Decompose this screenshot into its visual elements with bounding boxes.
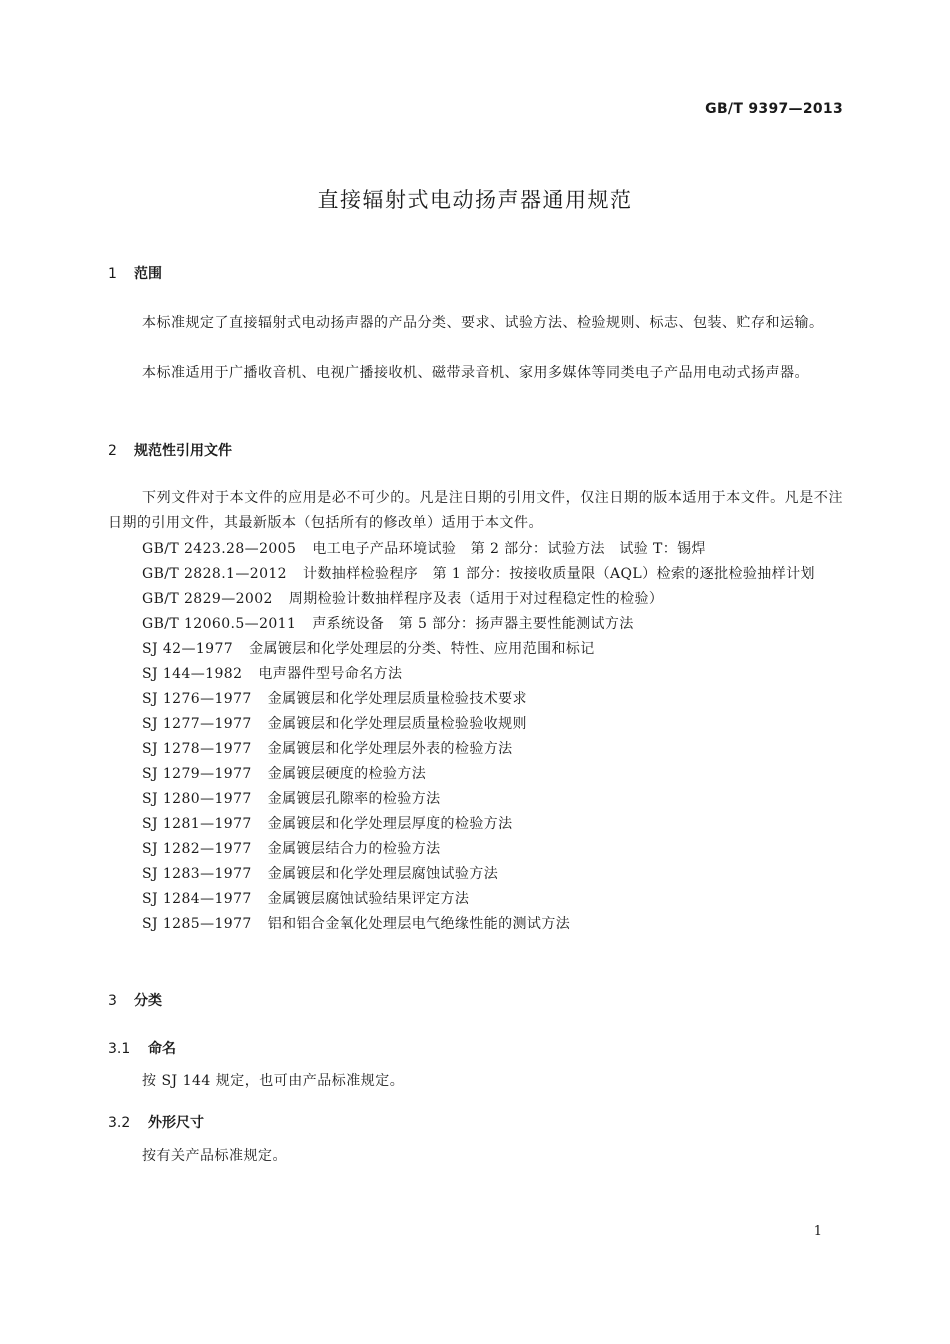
reference-title: 铝和铝合金氧化处理层电气绝缘性能的测试方法: [267, 916, 571, 932]
reference-code: SJ 1282—1977: [142, 841, 252, 857]
reference-item: [108, 537, 843, 562]
section-heading-scope: [108, 263, 162, 283]
reference-item: [108, 637, 843, 662]
reference-code: SJ 1285—1977: [142, 916, 252, 932]
reference-code: SJ 1281—1977: [142, 816, 252, 832]
references-intro: 下列文件对于本文件的应用是必不可少的。凡是注日期的引用文件，仅注日期的版本适用于本文件。凡是不注日期的引用文件，其最新版本（包括所有的修改单）适用于本文件。: [108, 490, 843, 531]
page-number: 1: [813, 1224, 822, 1239]
section-title: 分类: [134, 993, 162, 1009]
section-title: 规范性引用文件: [134, 443, 232, 459]
reference-code: SJ 1277—1977: [142, 716, 252, 732]
reference-title: 金属镀层结合力的检验方法: [267, 841, 441, 857]
section-heading-references: [108, 440, 232, 460]
reference-code: SJ 42—1977: [142, 641, 234, 657]
section-heading-classification: [108, 990, 162, 1010]
reference-title: 金属镀层和化学处理层腐蚀试验方法: [267, 866, 499, 882]
reference-code: GB/T 2828.1—2012: [142, 566, 287, 582]
reference-item: [108, 662, 843, 687]
reference-code: SJ 1276—1977: [142, 691, 252, 707]
reference-title: 电声器件型号命名方法: [258, 666, 403, 682]
reference-list: [108, 537, 843, 937]
scope-paragraph-1: 本标准规定了直接辐射式电动扬声器的产品分类、要求、试验方法、检验规则、标志、包装、贮存和运输。: [142, 315, 824, 331]
reference-item: [108, 687, 843, 712]
reference-item: [108, 787, 843, 812]
reference-title: 声系统设备 第 5 部分：扬声器主要性能测试方法: [312, 616, 634, 632]
naming-paragraph: 按 SJ 144 规定，也可由产品标准规定。: [142, 1073, 405, 1089]
reference-code: SJ 1278—1977: [142, 741, 252, 757]
reference-item: [108, 762, 843, 787]
section-title: 范围: [134, 266, 162, 282]
reference-code: SJ 1284—1977: [142, 891, 252, 907]
subsection-title: 外形尺寸: [148, 1115, 204, 1131]
reference-title: 金属镀层和化学处理层厚度的检验方法: [267, 816, 513, 832]
subsection-heading-naming: [108, 1038, 176, 1058]
reference-title: 金属镀层硬度的检验方法: [267, 766, 427, 782]
subsection-heading-dimensions: [108, 1112, 204, 1132]
reference-item: [108, 837, 843, 862]
reference-title: 金属镀层腐蚀试验结果评定方法: [267, 891, 470, 907]
reference-title: 金属镀层和化学处理层质量检验验收规则: [267, 716, 527, 732]
reference-code: SJ 1279—1977: [142, 766, 252, 782]
reference-code: GB/T 2423.28—2005: [142, 541, 297, 557]
reference-title: 周期检验计数抽样程序及表（适用于对过程稳定性的检验）: [288, 591, 664, 607]
reference-item: [108, 862, 843, 887]
reference-code: SJ 1283—1977: [142, 866, 252, 882]
section-number: 3: [108, 993, 117, 1009]
reference-title: 计数抽样检验程序 第 1 部分：按接收质量限（AQL）检索的逐批检验抽样计划: [303, 566, 815, 582]
document-title: 直接辐射式电动扬声器通用规范: [317, 188, 633, 212]
reference-title: 电工电子产品环境试验 第 2 部分：试验方法 试验 T：锡焊: [312, 541, 706, 557]
reference-title: 金属镀层和化学处理层外表的检验方法: [267, 741, 513, 757]
reference-code: SJ 144—1982: [142, 666, 243, 682]
reference-item: [108, 887, 843, 912]
reference-code: SJ 1280—1977: [142, 791, 252, 807]
section-number: 1: [108, 266, 117, 282]
reference-item: [108, 812, 843, 837]
section-number: 2: [108, 443, 117, 459]
reference-title: 金属镀层和化学处理层的分类、特性、应用范围和标记: [249, 641, 595, 657]
reference-item: [108, 587, 843, 612]
reference-item: [108, 737, 843, 762]
reference-code: GB/T 2829—2002: [142, 591, 273, 607]
reference-item: [108, 562, 843, 587]
subsection-number: 3.2: [108, 1115, 131, 1131]
reference-item: [108, 612, 843, 637]
reference-title: 金属镀层孔隙率的检验方法: [267, 791, 441, 807]
subsection-title: 命名: [148, 1041, 176, 1057]
reference-item: [108, 912, 843, 937]
reference-title: 金属镀层和化学处理层质量检验技术要求: [267, 691, 527, 707]
standard-code: GB/T 9397—2013: [705, 101, 843, 117]
scope-paragraph-2: 本标准适用于广播收音机、电视广播接收机、磁带录音机、家用多媒体等同类电子产品用电动式扬声器。: [142, 365, 809, 381]
reference-item: [108, 712, 843, 737]
dimensions-paragraph: 按有关产品标准规定。: [142, 1148, 287, 1164]
subsection-number: 3.1: [108, 1041, 131, 1057]
reference-code: GB/T 12060.5—2011: [142, 616, 297, 632]
